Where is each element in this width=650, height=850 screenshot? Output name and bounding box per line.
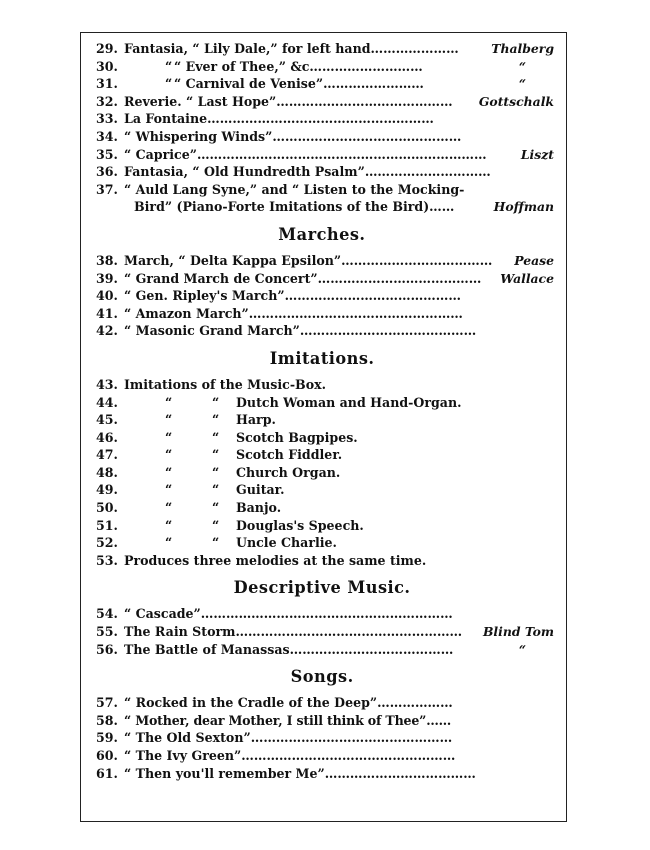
section-heading-songs: Songs. [290, 667, 354, 688]
item-number: 38. [96, 252, 118, 268]
list-item [90, 623, 554, 641]
item-title: Guitar. [236, 482, 285, 498]
list-item [90, 729, 554, 747]
item-title: Fantasia, “ Lily Dale,” for left hand………………… [124, 41, 459, 56]
ditto-mark: “ [212, 412, 220, 428]
item-title: “ Caprice”…………………………………………………………… [124, 146, 487, 162]
item-title: “ Auld Lang Syne,” and “ Listen to the Mocking- [124, 181, 465, 197]
item-composer: Hoffman [493, 199, 554, 215]
list-item [90, 163, 554, 181]
list-item [90, 322, 554, 340]
item-number: 32. [96, 93, 118, 109]
item-title: Church Organ. [236, 464, 341, 480]
item-title: The Battle of Manassas………………………………… [124, 641, 454, 657]
ditto-mark: “ [165, 394, 173, 410]
list-item [90, 181, 554, 199]
item-number: 58. [96, 712, 118, 728]
item-composer: Pease [514, 252, 554, 268]
item-title: Harp. [236, 412, 276, 428]
item-number: 45. [96, 412, 118, 428]
item-number: 59. [96, 730, 118, 746]
item-title: Bird” (Piano-Forte Imitations of the Bird)…… [134, 199, 455, 215]
item-title: Scotch Fiddler. [236, 447, 343, 463]
item-composer: Thalberg [491, 41, 554, 56]
item-number: 52. [96, 535, 118, 551]
list-item [90, 712, 554, 730]
section-heading-descriptive-music: Descriptive Music. [233, 578, 411, 599]
program-list [90, 40, 554, 782]
item-title: “ The Ivy Green”…………………………………………… [124, 748, 456, 763]
item-composer: Blind Tom [482, 624, 554, 640]
item-title: “ Whispering Winds”……………………………………… [124, 128, 462, 144]
item-number: 48. [96, 464, 118, 480]
item-title: La Fontaine……………………………………………… [124, 111, 434, 127]
ditto-mark: “ [212, 500, 220, 516]
list-item [90, 534, 554, 552]
list-item [90, 93, 554, 111]
item-title: “ Amazon March”…………………………………………… [124, 305, 463, 321]
item-number: 54. [96, 606, 118, 622]
section-marches [90, 252, 554, 340]
item-title: “ Carnival de Venise”…………………… [174, 76, 424, 92]
item-title: Banjo. [236, 500, 282, 516]
section-descriptive-music [90, 605, 554, 658]
item-number: 51. [96, 517, 118, 533]
list-item [90, 481, 554, 499]
section-fantasias [90, 40, 554, 216]
item-title: Fantasia, “ Old Hundredth Psalm”………………………… [124, 164, 491, 180]
section-heading-imitations: Imitations. [269, 348, 375, 369]
list-item [90, 40, 554, 58]
item-number: 47. [96, 447, 118, 463]
list-item [90, 605, 554, 623]
section-heading-marches: Marches. [278, 224, 366, 245]
item-title: March, “ Delta Kappa Epsilon”……………………………… [124, 252, 493, 268]
list-item [90, 305, 554, 323]
ditto-mark: “ [212, 429, 220, 445]
item-number: 55. [96, 624, 118, 640]
ditto-mark: “ [212, 482, 220, 498]
list-item [90, 429, 554, 447]
list-item [90, 110, 554, 128]
item-composer: Liszt [520, 146, 554, 162]
item-title: The Rain Storm……………………………………………… [124, 624, 463, 640]
item-number: 42. [96, 323, 118, 339]
item-title: Reverie. “ Last Hope”…………………………………… [124, 93, 453, 109]
item-number: 39. [96, 270, 118, 286]
item-number: 49. [96, 482, 118, 498]
item-number: 36. [96, 164, 118, 180]
ditto-mark: “ [165, 58, 173, 74]
list-item [90, 641, 554, 659]
item-number: 37. [96, 181, 118, 197]
item-number: 40. [96, 288, 118, 304]
ditto-mark: “ [165, 500, 173, 516]
item-title: “ Mother, dear Mother, I still think of Thee”…… [124, 712, 451, 728]
ditto-mark: “ [165, 535, 173, 551]
list-item [90, 446, 554, 464]
list-item [90, 376, 554, 394]
item-composer: “ [518, 641, 526, 657]
ditto-mark: “ [212, 394, 220, 410]
item-title: “ Grand March de Concert”………………………………… [124, 270, 482, 286]
item-number: 60. [96, 748, 118, 763]
item-number: 56. [96, 641, 118, 657]
list-item [90, 694, 554, 712]
list-item [90, 287, 554, 305]
item-title: Douglas's Speech. [236, 517, 364, 533]
list-item [90, 58, 554, 76]
item-title: “ Gen. Ripley's March”…………………………………… [124, 288, 461, 304]
item-number: 35. [96, 146, 118, 162]
ditto-mark: “ [212, 447, 220, 463]
item-number: 57. [96, 695, 118, 711]
ditto-mark: “ [165, 412, 173, 428]
section-songs [90, 694, 554, 782]
ditto-mark: “ [165, 482, 173, 498]
list-item [90, 499, 554, 517]
list-item [90, 252, 554, 270]
item-number: 43. [96, 376, 118, 392]
item-title: Produces three melodies at the same time. [124, 552, 427, 568]
ditto-mark: “ [165, 447, 173, 463]
item-composer: “ [518, 76, 526, 92]
item-title: “ Ever of Thee,” &c……………………… [174, 58, 423, 74]
item-number: 29. [96, 41, 118, 56]
item-number: 50. [96, 500, 118, 516]
item-title: “ Cascade”…………………………………………………… [124, 606, 453, 622]
list-item [90, 765, 554, 783]
section-imitations [90, 376, 554, 570]
list-item [90, 517, 554, 535]
item-number: 33. [96, 111, 118, 127]
ditto-mark: “ [165, 464, 173, 480]
list-item [90, 75, 554, 93]
ditto-mark: “ [212, 535, 220, 551]
ditto-mark: “ [165, 76, 173, 92]
item-number: 31. [96, 76, 118, 92]
list-item [90, 394, 554, 412]
item-number: 61. [96, 765, 118, 781]
item-number: 44. [96, 394, 118, 410]
item-number: 41. [96, 305, 118, 321]
ditto-mark: “ [165, 429, 173, 445]
list-item [90, 464, 554, 482]
item-title: Scotch Bagpipes. [236, 429, 358, 445]
item-title: “ Masonic Grand March”…………………………………… [124, 323, 477, 339]
item-number: 53. [96, 552, 118, 568]
item-title: “ Then you'll remember Me”……………………………… [124, 765, 476, 781]
item-composer: Wallace [500, 270, 554, 286]
list-item [90, 270, 554, 288]
item-title: Imitations of the Music-Box. [124, 376, 326, 392]
list-item [90, 411, 554, 429]
list-item [90, 552, 554, 570]
ditto-mark: “ [212, 464, 220, 480]
item-number: 30. [96, 58, 118, 74]
ditto-mark: “ [212, 517, 220, 533]
list-item [90, 128, 554, 146]
item-number: 46. [96, 429, 118, 445]
item-number: 34. [96, 128, 118, 144]
item-composer: Gottschalk [478, 93, 554, 109]
item-title: “ The Old Sexton”………………………………………… [124, 730, 453, 746]
list-item [90, 198, 554, 216]
list-item [90, 747, 554, 765]
item-title: “ Rocked in the Cradle of the Deep”……………… [124, 695, 453, 711]
item-title: Dutch Woman and Hand-Organ. [236, 394, 462, 410]
item-composer: “ [518, 58, 526, 74]
list-item [90, 146, 554, 164]
ditto-mark: “ [165, 517, 173, 533]
item-title: Uncle Charlie. [236, 535, 337, 551]
